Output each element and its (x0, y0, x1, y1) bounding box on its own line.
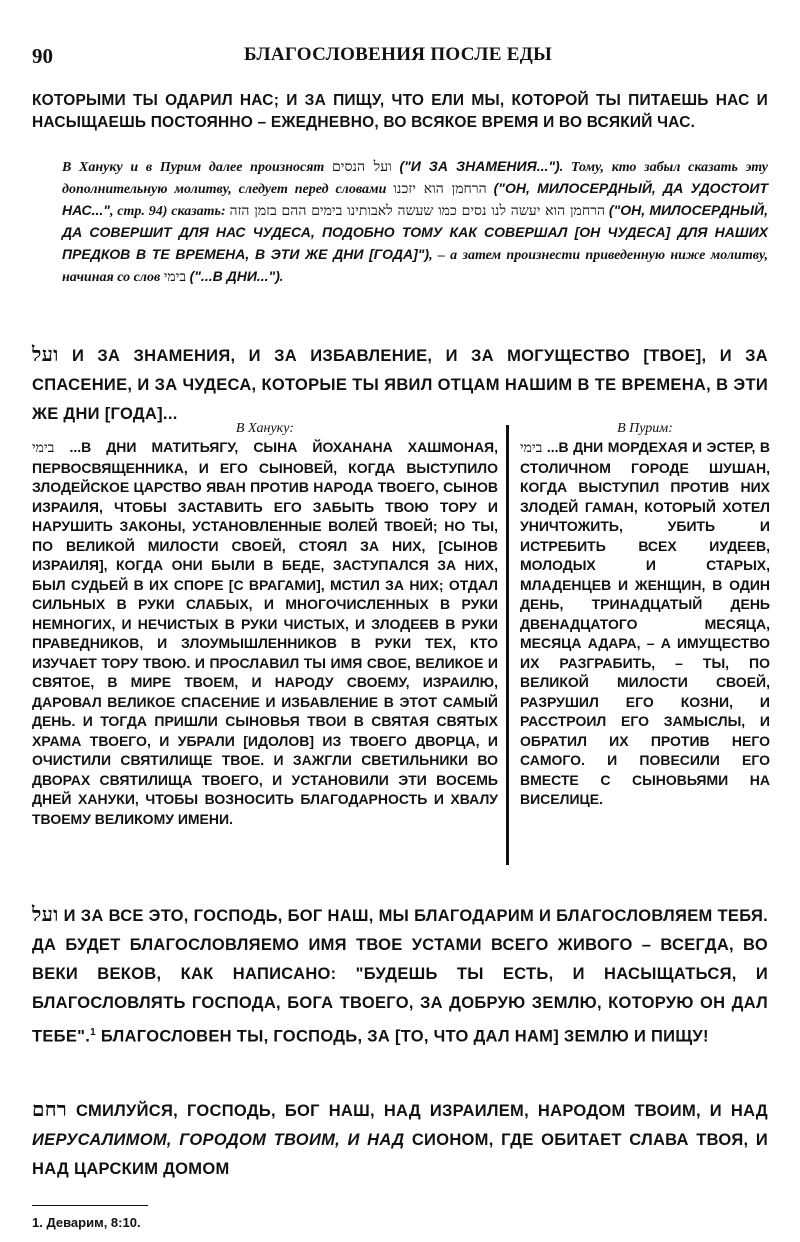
intro-text: КОТОРЫМИ ТЫ ОДАРИЛ НАС; И ЗА ПИЩУ, ЧТО ЕЛИ МЫ, КОТОРОЙ ТЫ ПИТАЕШЬ НАС И НАСЫЩАЕШЬ ПОСТОЯННО – ЕЖЕДНЕВНО, ВО ВСЯКОЕ ВРЕМЯ И ВО ВСЯКИЙ ЧАС. (32, 92, 768, 131)
rachem-text (32, 1095, 768, 1184)
chanukah-heading: В Ханукy: (235, 421, 295, 436)
ve-al-hakol-text (32, 900, 768, 1052)
instruction-text (62, 156, 768, 288)
purim-lead-word: בימי (520, 440, 543, 456)
note-part-2: . Тому, кто забыл сказать эту дополнительную молитву, следует перед словами (62, 160, 768, 197)
ve-al-hakol-body-end: БЛАГОСЛОВЕН ТЫ, ГОСПОДЬ, ЗА [ТО, ЧТО ДАЛ НАМ] ЗЕМЛЮ И ПИЩУ! (100, 1027, 709, 1046)
note-part-1: В Ханукy и в Пурим далее произносят (62, 160, 325, 175)
note-part-4: , – а затем произнести приведенную ниже молитву, начиная со слов (62, 248, 768, 285)
rachem-lead-word: רחם (32, 1097, 68, 1121)
intro-paragraph (32, 90, 768, 134)
chanukah-text (32, 438, 498, 829)
column-divider (506, 425, 509, 865)
al-hanissim-paragraph (32, 340, 768, 429)
al-hanissim-lead-word: ועל (32, 342, 59, 366)
rachem-body-italic: ИЕРУСАЛИМОМ, ГОРОДОМ ТВОИМ, И НАД (32, 1131, 405, 1149)
rachem-paragraph (32, 1095, 768, 1184)
note-part-5: . (279, 270, 284, 285)
note-hebrew-4: בימי (163, 269, 187, 285)
ve-al-hakol-body: И ЗА ВСЕ ЭТО, ГОСПОДЬ, БОГ НАШ, МЫ БЛАГОДАРИМ И БЛАГОСЛОВЛЯЕМ ТЕБЯ. ДА БУДЕТ БЛАГОСЛОВЛЯЕМО ИМЯ ТВОЕ УСТАМИ ВСЕГО ЖИВОГО – ВСЕГДА, ВО ВЕКИ ВЕКОВ, КАК НАПИСАНО: "БУДЕШЬ ТЫ ЕСТЬ, И НАСЫЩАТЬСЯ, И БЛАГОСЛОВЛЯТЬ ГОСПОДА, БОГА ТВОЕГО, ЗА ДОБРУЮ ЗЕМЛЮ, КОТОРУЮ ОН ДАЛ ТЕБЕ". (32, 907, 768, 1046)
chanukah-lead-word: בימי (32, 440, 55, 456)
note-quote-3: ("ОН, МИЛОСЕРДНЫЙ, ДА СОВЕРШИТ ДЛЯ НАС ЧУДЕСА, ПОДОБНО ТОМУ КАК СОВЕРШАЛ [ОН ЧУДЕСА] ДЛЯ НАШИХ ПРЕДКОВ В ТЕ ВРЕМЕНА, В ЭТИ ЖЕ ДНИ [ГОДА]") (62, 202, 768, 262)
ve-al-hakol-lead-word: ועל (32, 902, 59, 926)
chanukah-column (32, 420, 498, 829)
note-hebrew-3: הרחמן הוא יעשה לנו נסים כמו שעשה לאבותינו בימים ההם בזמן הזה (229, 203, 606, 219)
al-hanissim-body: И ЗА ЗНАМЕНИЯ, И ЗА ИЗБАВЛЕНИЕ, И ЗА МОГУЩЕСТВО [ТВОЕ], И ЗА СПАСЕНИЕ, И ЗА ЧУДЕСА, КОТОРЫЕ ТЫ ЯВИЛ ОТЦАМ НАШИМ В ТЕ ВРЕМЕНА, В ЭТИ ЖЕ ДНИ [ГОДА]... (32, 347, 768, 423)
rachem-body-2: СИОНОМ, ГДЕ ОБИТАЕТ СЛАВА ТВОЯ, И НАД ЦАРСКИМ ДОМОМ (32, 1131, 768, 1178)
page-number: 90 (32, 44, 53, 68)
note-quote-4: ("...В ДНИ...") (189, 268, 280, 284)
note-part-3: , стр. 94) сказать: (109, 204, 226, 219)
rachem-body-1: СМИЛУЙСЯ, ГОСПОДЬ, БОГ НАШ, НАД ИЗРАИЛЕМ, НАРОДОМ ТВОИМ, И НАД (75, 1102, 768, 1120)
purim-body: ...В ДНИ МОРДЕХАЯ И ЭСТЕР, В СТОЛИЧНОМ ГОРОДЕ ШУШАН, КОГДА ВЫСТУПИЛ ПРОТИВ НИХ ЗЛОДЕЙ ГАМАН, КОТОРЫЙ ХОТЕЛ УНИЧТОЖИТЬ, УБИТЬ И ИСТРЕБИТЬ ВСЕХ ИУДЕЕВ, МОЛОДЫХ И СТАРЫХ, МЛАДЕНЦЕВ И ЖЕНЩИН, В ОДИН ДЕНЬ, ТРИНАДЦАТЫЙ ДЕНЬ ДВЕНАДЦАТОГО МЕСЯЦА, МЕСЯЦА АДАРА, – А ИМУЩЕСТВО ИХ РАЗГРАБИТЬ, – ТЫ, ПО ВЕЛИКОЙ МИЛОСТИ СВОЕЙ, РАЗРУШИЛ ЕГО КОЗНИ, И РАССТРОИЛ ЕГО ЗАМЫСЛЫ, И ОБРАТИЛ ИХ ПРОТИВ НЕГО САМОГО. И ПОВЕСИЛИ ЕГО ВМЕСТЕ С СЫНОВЬЯМИ НА ВИСЕЛИЦЕ. (520, 439, 771, 807)
footnote-reference: 1 (90, 1027, 97, 1038)
al-hanissim-text (32, 340, 768, 429)
note-quote-1: ("И ЗА ЗНАМЕНИЯ...") (399, 158, 560, 174)
instruction-note (62, 156, 768, 288)
footnote: 1. Деварим, 8:10. (32, 1215, 141, 1230)
ve-al-hakol-paragraph (32, 900, 768, 1052)
purim-text (520, 438, 770, 810)
purim-column (520, 420, 770, 810)
note-quote-2: ("ОН, МИЛОСЕРДНЫЙ, ДА УДОСТОИТ НАС..." (62, 180, 769, 218)
chanukah-body: ...В ДНИ МАТИТЬЯГУ, СЫНА ЙОХАНАНА ХАШМОНАЯ, ПЕРВОСВЯЩЕННИКА, И ЕГО СЫНОВЕЙ, КОГДА ВЫСТУПИЛО ЗЛОДЕЙСКОЕ ЦАРСТВО ЯВАН ПРОТИВ НАРОДА ТВОЕГО, СЫНОВ ИЗРАИЛЯ, ЧТОБЫ ЗАСТАВИТЬ ЕГО ЗАБЫТЬ ТВОЮ ТОРУ И НАРУШИТЬ ЗАКОНЫ, УСТАНОВЛЕННЫЕ ВОЛЕЙ ТВОЕЙ; НО ТЫ, ПО ВЕЛИКОЙ МИЛОСТИ СВОЕЙ, СТОЯЛ ЗА НИХ, [СЫНОВ ИЗРАИЛЯ], КОГДА ОНИ БЫЛИ В БЕДЕ, ЗАСТУПАЛСЯ ЗА НИХ, БЫЛ СУДЬЕЙ В ИХ СПОРЕ [С ВРАГАМИ], МСТИЛ ЗА НИХ; ОТДАЛ СИЛЬНЫХ В РУКИ СЛАБЫХ, И МНОГОЧИСЛЕННЫХ В РУКИ НЕМНОГИХ, И НЕЧИСТЫХ В РУКИ ЧИСТЫХ, И ЗЛОДЕЕВ В РУКИ ПРАВЕДНИКОВ, И ЗЛОУМЫШЛЕННИКОВ В РУКИ ТЕХ, КТО ИЗУЧАЕТ ТОРУ ТВОЮ. И ПРОСЛАВИЛ ТЫ ИМЯ СВОЕ, ВЕЛИКОЕ И СВЯТОЕ, В МИРЕ ТВОЕМ, И НАРОДУ СВОЕМУ, ИЗРАИЛЮ, ДАРОВАЛ ВЕЛИКОЕ СПАСЕНИЕ И ИЗБАВЛЕНИЕ В ЭТОТ САМЫЙ ДЕНЬ. И ТОГДА ПРИШЛИ СЫНОВЬЯ ТВОИ В СВЯТАЯ СВЯТЫХ ХРАМА ТВОЕГО, И УБРАЛИ [ИДОЛОВ] ИЗ ТВОЕГО ДВОРЦА, И ОЧИСТИЛИ СВЯТИЛИЩЕ ТВОЕ. И ЗАЖГЛИ СВЕТИЛЬНИКИ ВО ДВОРАХ СВЯТИЛИЩА ТВОЕГО, И УСТАНОВИЛИ ЭТИ ВОСЕМЬ ДНЕЙ ХАНУКИ, ЧТОБЫ ВОЗНОСИТЬ БЛАГОДАРНОСТЬ И ХВАЛУ ТВОЕМУ ВЕЛИКОМУ ИМЕНИ. (32, 439, 499, 827)
page-header (32, 44, 770, 74)
running-title: БЛАГОСЛОВЕНИЯ ПОСЛЕ ЕДЫ (244, 44, 553, 65)
footnote-rule (32, 1205, 148, 1206)
note-hebrew-1: ועל הנסים (332, 159, 392, 175)
note-hebrew-2: הרחמן הוא יזכנו (393, 181, 487, 197)
purim-heading: В Пурим: (617, 421, 673, 436)
